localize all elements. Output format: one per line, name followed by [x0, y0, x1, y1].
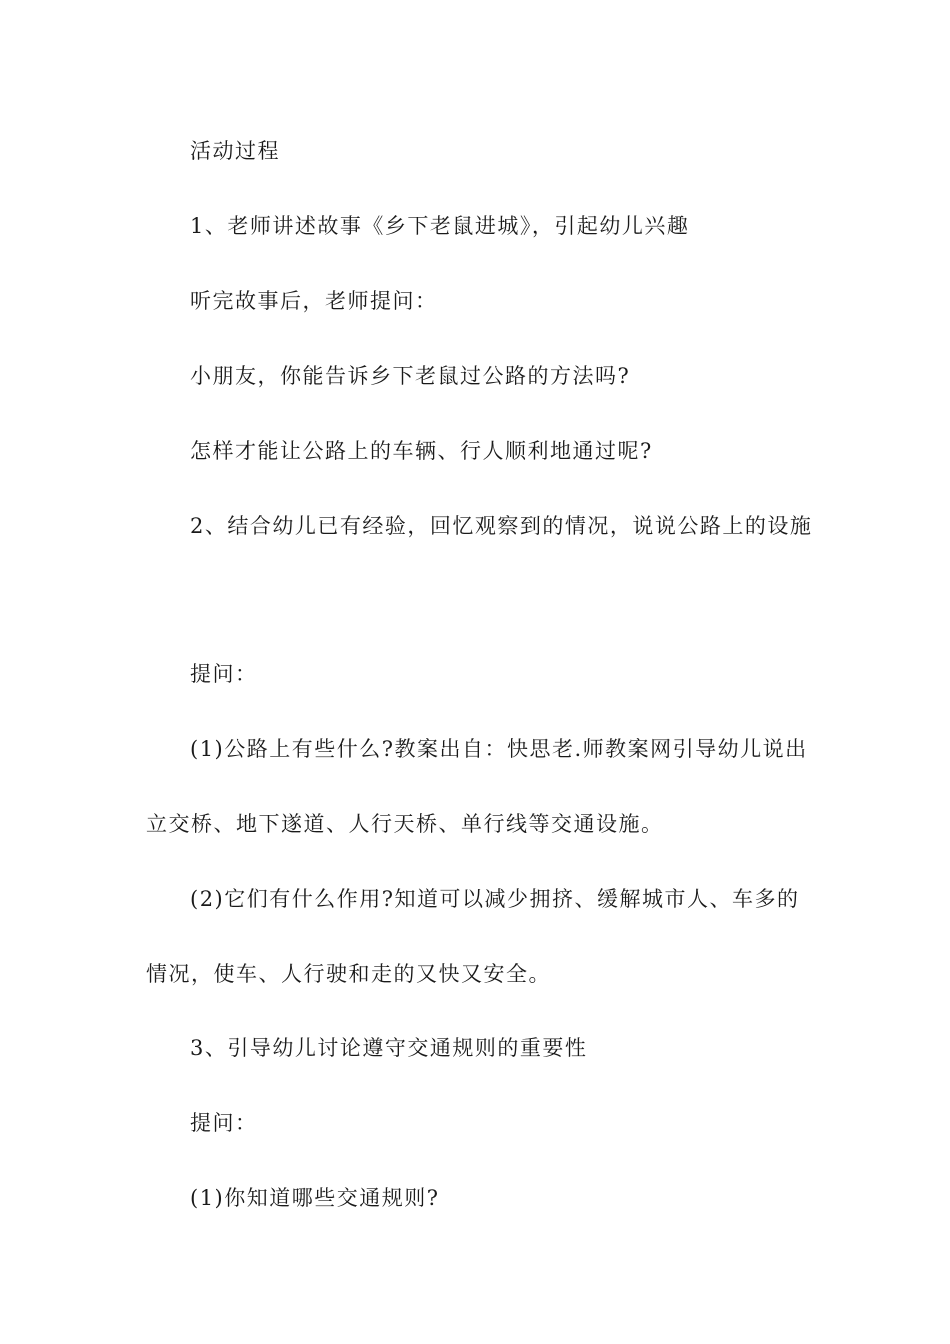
- question-line: 怎样才能让公路上的车辆、行人顺利地通过呢?: [190, 439, 653, 463]
- question-label: 提问：: [190, 1111, 258, 1135]
- paragraph-line: 听完故事后，老师提问：: [190, 289, 438, 313]
- question-item-2-continued: 情况，使车、人行驶和走的又快又安全。: [146, 962, 551, 986]
- question-item-1-continued: 立交桥、地下遂道、人行天桥、单行线等交通设施。: [146, 812, 664, 836]
- step-1-text: 1、老师讲述故事《乡下老鼠进城》，引起幼儿兴趣: [190, 214, 690, 238]
- question-item-3: (1)你知道哪些交通规则?: [190, 1186, 440, 1210]
- step-3-text: 3、引导幼儿讨论遵守交通规则的重要性: [190, 1036, 588, 1060]
- question-line: 小朋友，你能告诉乡下老鼠过公路的方法吗?: [190, 364, 631, 388]
- question-item-2: (2)它们有什么作用?知道可以减少拥挤、缓解城市人、车多的: [190, 887, 800, 911]
- question-label: 提问：: [190, 662, 258, 686]
- step-2-text: 2、结合幼儿已有经验，回忆观察到的情况，说说公路上的设施: [190, 514, 813, 538]
- question-item-1: (1)公路上有些什么?教案出自：快思老.师教案网引导幼儿说出: [190, 737, 808, 761]
- section-heading: 活动过程: [190, 139, 280, 163]
